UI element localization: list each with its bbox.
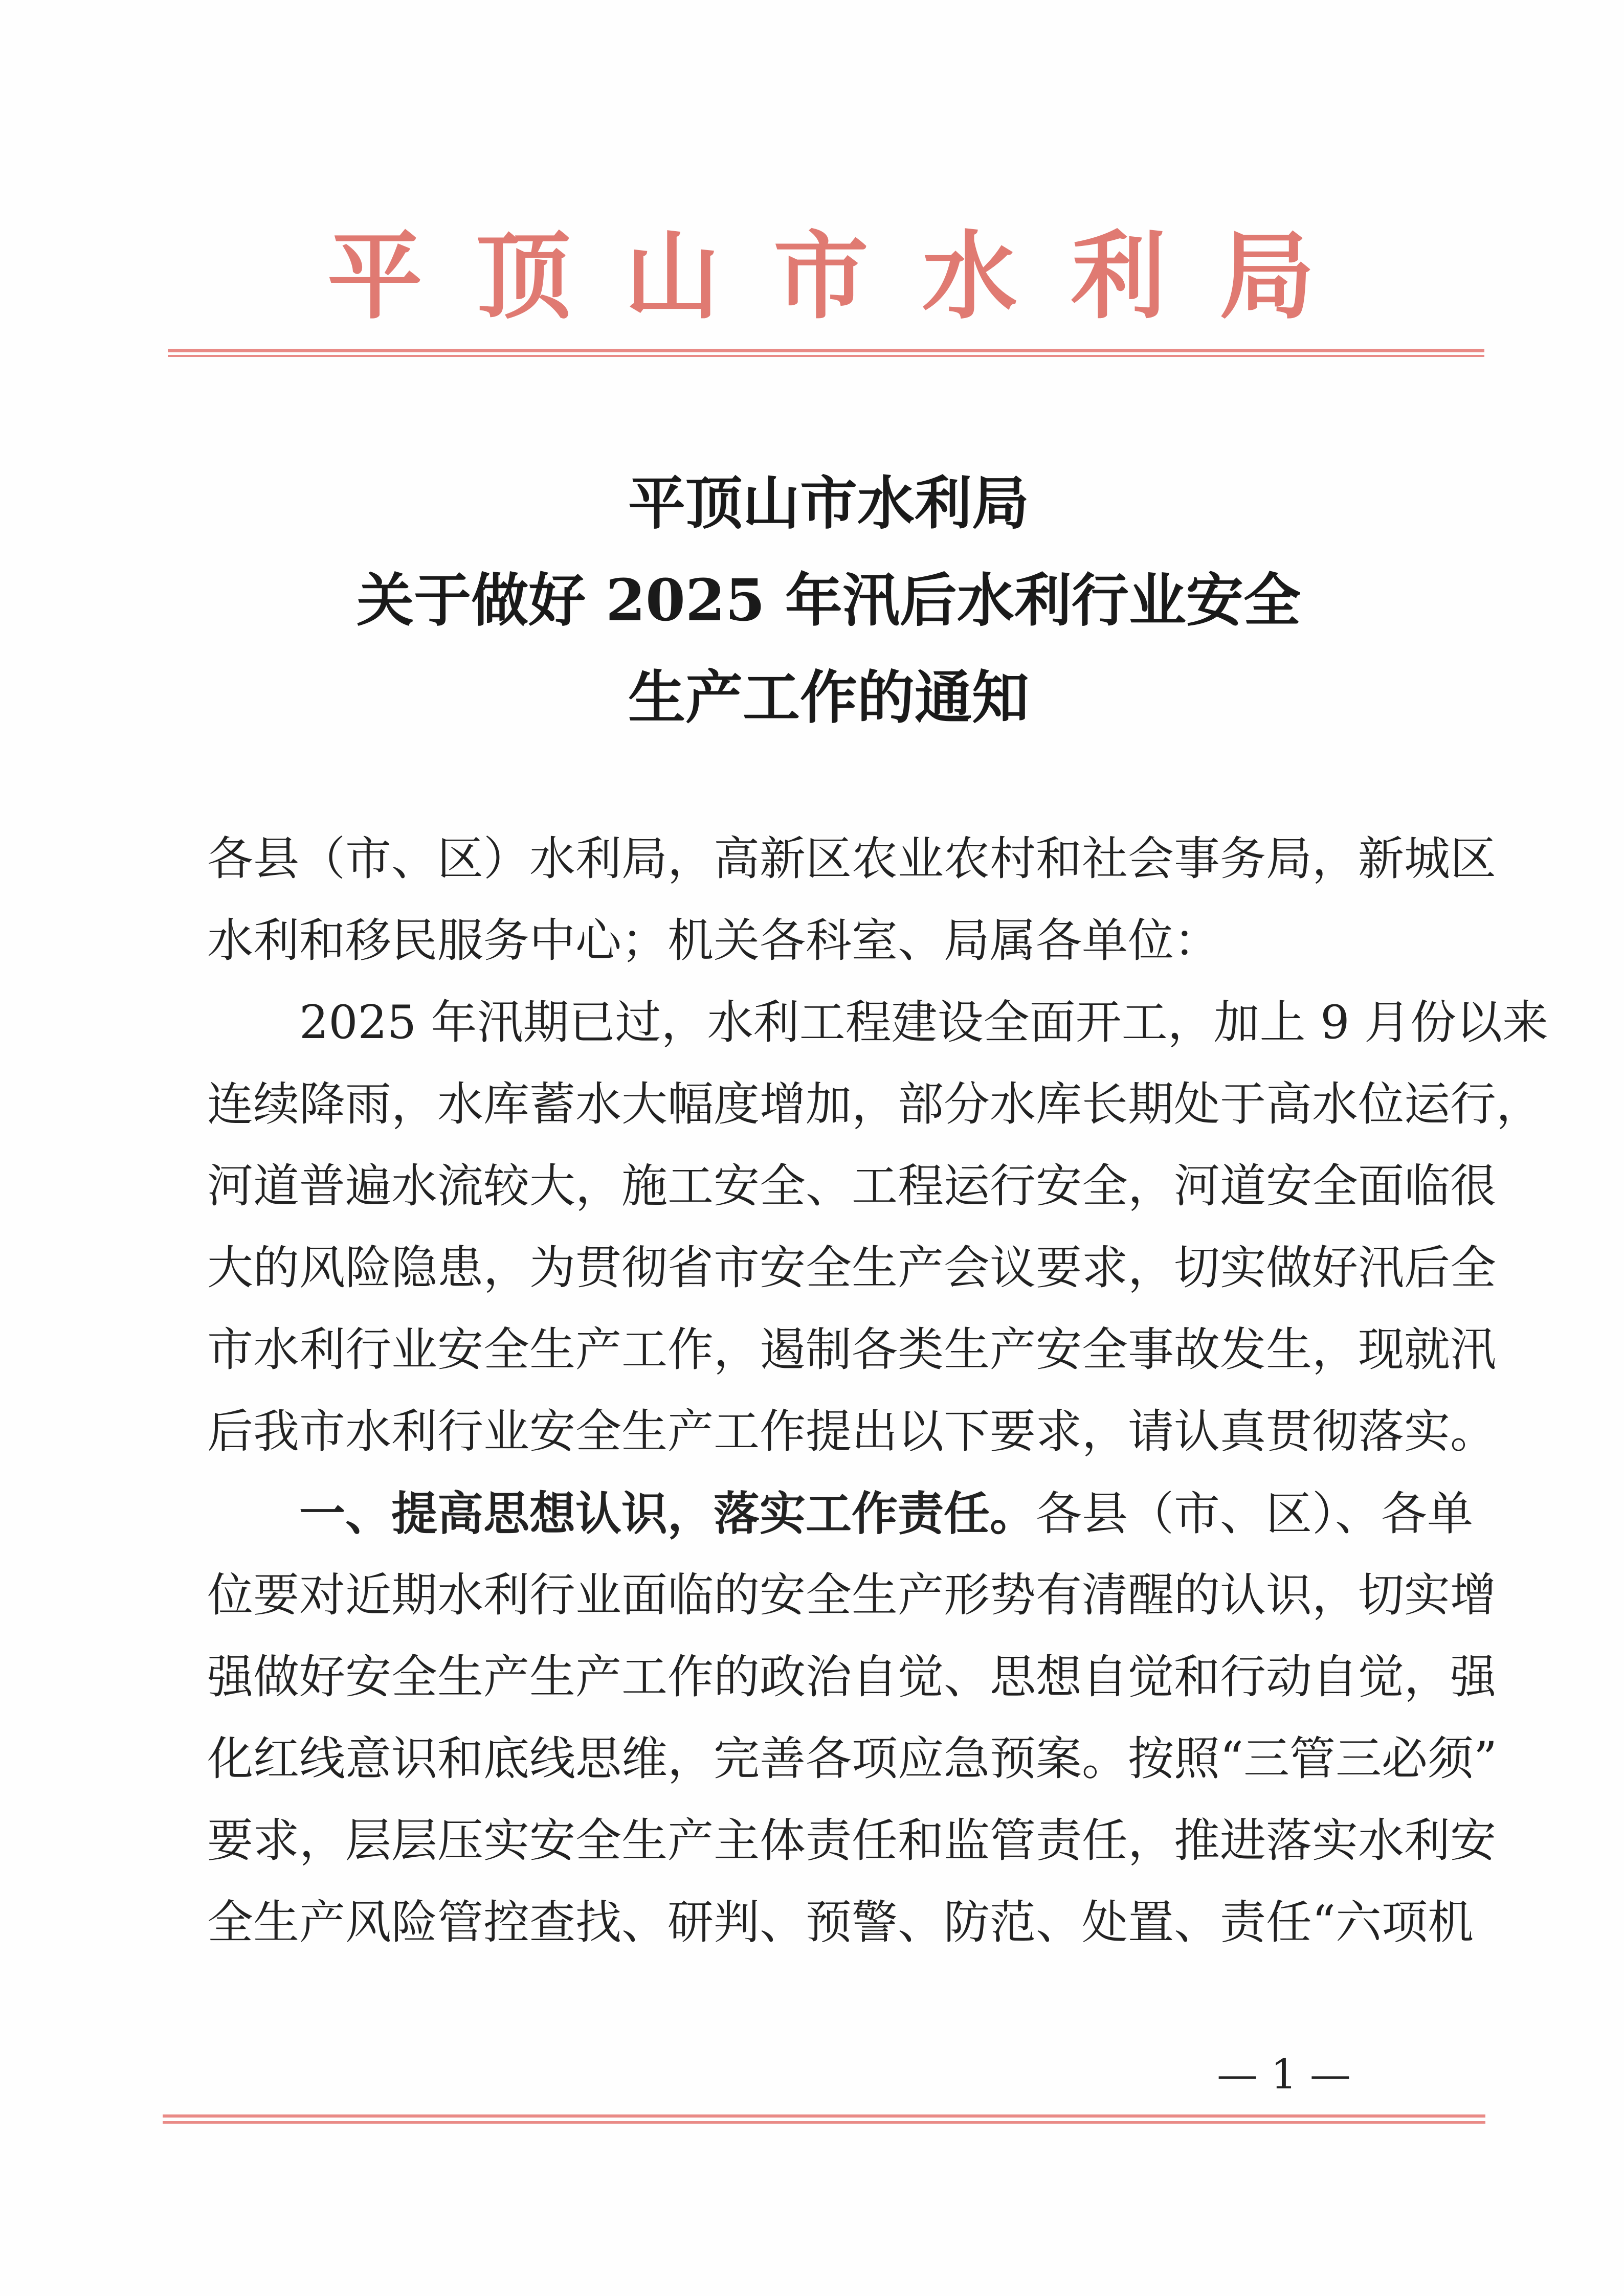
paragraph-line: 化红线意识和底线思维，完善各项应急预案。按照“三管三必须” [207, 1732, 1498, 1786]
page-number: — 1 — [1217, 2051, 1351, 2098]
paragraph-line: 要求，层层压实安全生产主体责任和监管责任，推进落实水利安 [207, 1814, 1496, 1867]
paragraph-line: 市水利行业安全生产工作，遏制各类生产安全事故发生，现就汛 [207, 1323, 1496, 1377]
section-heading-line [207, 1473, 1473, 1555]
letterhead-char: 山 [625, 219, 720, 332]
letterhead-char: 平 [327, 219, 423, 332]
salutation-line: 各县（市、区）水利局，高新区农业农村和社会事务局，新城区 [207, 832, 1496, 886]
document-title [153, 455, 1504, 747]
paragraph-line: 大的风险隐患，为贯彻省市安全生产会议要求，切实做好汛后全 [207, 1241, 1496, 1295]
section-heading: 一、提高思想认识，落实工作责任。 [207, 1487, 1036, 1541]
letterhead-char: 顶 [476, 219, 571, 332]
paragraph-line: 连续降雨，水库蓄水大幅度增加，部分水库长期处于高水位运行， [207, 1077, 1542, 1131]
section-text: 各县（市、区）、各单 [1036, 1487, 1473, 1541]
paragraph-line: 全生产风险管控查找、研判、预警、防范、处置、责任“六项机 [207, 1896, 1474, 1949]
title-line-2: 关于做好 2025 年汛后水利行业安全 [357, 567, 1301, 634]
title-line-1: 平顶山市水利局 [628, 470, 1029, 537]
letterhead-char: 市 [773, 219, 869, 332]
paragraph-line: 位要对近期水利行业面临的安全生产形势有清醒的认识，切实增 [207, 1568, 1496, 1622]
paragraph-line: 强做好安全生产生产工作的政治自觉、思想自觉和行动自觉，强 [207, 1650, 1496, 1704]
letterhead-char: 水 [922, 219, 1017, 332]
letterhead-divider [168, 349, 1484, 357]
title-line-3: 生产工作的通知 [628, 664, 1029, 731]
letterhead-char: 利 [1071, 219, 1166, 332]
paragraph-line: 2025 年汛期已过，水利工程建设全面开工，加上 9 月份以来 [207, 996, 1549, 1049]
paragraph-line: 河道普遍水流较大，施工安全、工程运行安全，河道安全面临很 [207, 1159, 1496, 1213]
letterhead-org-name [327, 210, 1315, 332]
letterhead-char: 局 [1219, 219, 1315, 332]
salutation-line: 水利和移民服务中心；机关各科室、局属各单位： [207, 914, 1220, 967]
document-body [207, 818, 1549, 1964]
footer-divider [163, 2114, 1485, 2124]
paragraph-line: 后我市水利行业安全生产工作提出以下要求，请认真贯彻落实。 [207, 1405, 1496, 1458]
